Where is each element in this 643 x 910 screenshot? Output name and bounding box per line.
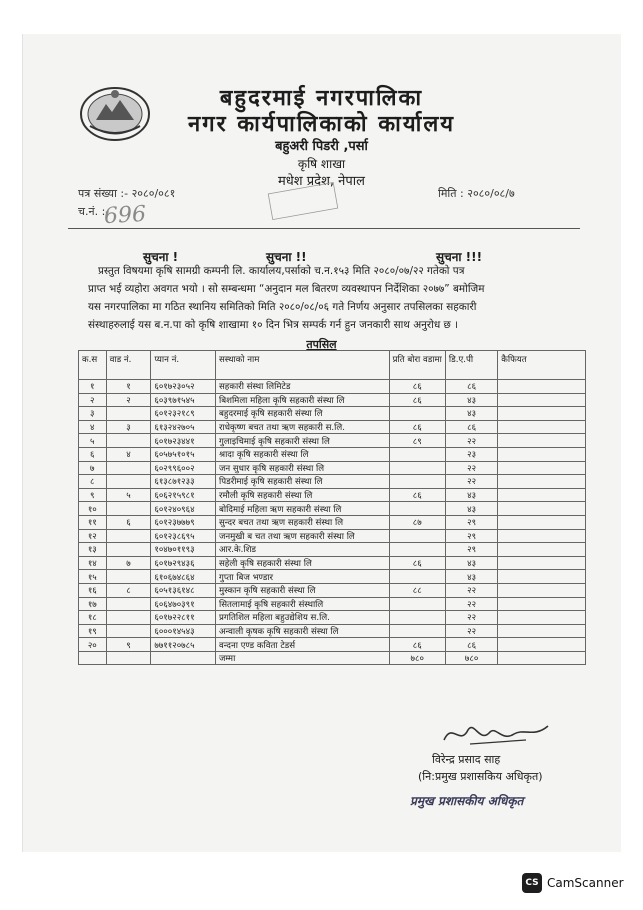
table-cell: प्रगतिशिल महिला बहुउद्येशिय स.लि. [215, 611, 389, 625]
table-cell [498, 434, 586, 448]
table-cell [106, 434, 151, 448]
camscanner-watermark: CamScanner [547, 876, 624, 890]
table-cell [389, 624, 445, 638]
table-cell: १६ [79, 583, 107, 597]
table-cell: ७ [106, 556, 151, 570]
notice-heading-1: सुचना ! [143, 250, 179, 264]
letter-number: पत्र संख्या :- २०८०/०८१ [78, 187, 176, 200]
notice-line-1: प्रस्तुत विषयमा कृषि सामग्री कम्पनी लि. कार्यालय,पर्साको च.न.१५३ मिति २०८०/०७/२२ गतेको पत्र [98, 265, 465, 277]
table-cell: ९ [106, 638, 151, 652]
table-cell: ८ [79, 475, 107, 489]
table-cell [106, 475, 151, 489]
table-cell: राधेकृष्ण बचत तथा ऋण सहकारी स.लि. [215, 420, 389, 434]
column-header: प्यान नं. [151, 351, 216, 380]
table-cell: ८६ [445, 420, 497, 434]
table-cell: मुस्कान कृषि सहकारी संस्था लि [215, 583, 389, 597]
table-cell [498, 529, 586, 543]
table-cell: ४३ [445, 502, 497, 516]
table-cell [498, 624, 586, 638]
table-cell [106, 570, 151, 584]
table-row [79, 407, 586, 421]
table-cell: ११ [79, 515, 107, 529]
table-row [79, 434, 586, 448]
table-row [79, 393, 586, 407]
cooperative-table [78, 350, 586, 665]
notice-line-3: यस नगरपालिका मा गठित स्थानिय समितिको मिति २०८०/०८/०६ गते निर्णय अनुसार तपसिलका सहकारी [88, 301, 477, 313]
table-title: तपसिल [306, 338, 337, 351]
table-cell: ३ [79, 407, 107, 421]
table-cell: २२ [445, 624, 497, 638]
table-cell: ६१०६७४८६४ [151, 570, 216, 584]
table-cell [151, 651, 216, 665]
table-cell: १ [106, 380, 151, 394]
table-cell: २२ [445, 475, 497, 489]
table-cell [498, 583, 586, 597]
camscanner-logo: CS [522, 873, 542, 893]
signature-icon [430, 716, 560, 752]
table-cell: ६०१७२३०५२ [151, 380, 216, 394]
table-cell [498, 611, 586, 625]
table-cell [498, 475, 586, 489]
table-cell: ७७११२०७८५ [151, 638, 216, 652]
table-row [79, 515, 586, 529]
table-row [79, 380, 586, 394]
table-cell [106, 651, 151, 665]
municipality-name: बहुदरमाई नगरपालिका [219, 86, 424, 111]
table-cell: २३ [445, 447, 497, 461]
dispatch-number-handwritten: 696 [103, 201, 147, 230]
table-cell: ८८ [389, 583, 445, 597]
table-cell: ६०१७२२८११ [151, 611, 216, 625]
table-cell: ५ [79, 434, 107, 448]
table-cell: गुलाइचिमाई कृषि सहकारी संस्था लि [215, 434, 389, 448]
table-cell: ६०१७२९४३६ [151, 556, 216, 570]
table-cell: रमौली कृषि सहकारी संस्था लि [215, 488, 389, 502]
table-cell [498, 488, 586, 502]
table-row [79, 570, 586, 584]
table-cell: ४ [79, 420, 107, 434]
table-cell: ८६ [389, 380, 445, 394]
column-header: प्रति बोरा वडामा [389, 351, 445, 380]
table-cell: सहकारी संस्था लिमिटेड [215, 380, 389, 394]
table-cell: २२ [445, 461, 497, 475]
table-cell: ६०१७२३४४१ [151, 434, 216, 448]
table-row [79, 543, 586, 557]
notice-heading-2: सुचना !! [266, 250, 307, 264]
table-cell: ६०३९७१५४५ [151, 393, 216, 407]
table-cell: सहेली कृषि सहकारी संस्था लि [215, 556, 389, 570]
table-row [79, 420, 586, 434]
table-cell: ६०१२४०९६४ [151, 502, 216, 516]
table-cell [498, 543, 586, 557]
table-cell [498, 651, 586, 665]
table-row [79, 583, 586, 597]
table-cell: २० [79, 638, 107, 652]
table-row [79, 529, 586, 543]
table-cell: २२ [445, 434, 497, 448]
table-cell: ८६ [389, 488, 445, 502]
column-header: सस्थाको नाम [215, 351, 389, 380]
table-cell: ६१३२४२७०५ [151, 420, 216, 434]
table-cell: सुन्दर बचत तथा ऋण सहकारी संस्था लि [215, 515, 389, 529]
notice-line-2: प्राप्त भई व्यहोरा अवगत भयो । सो सम्बन्धमा “अनुदान मल बितरण व्यवस्थापन निर्देशिका २०७७” बमोजिम [88, 283, 485, 295]
table-cell [79, 651, 107, 665]
branch-name: कृषि शाखा [297, 157, 346, 171]
total-dap: ७८० [445, 651, 497, 665]
column-header: वाड नं. [106, 351, 151, 380]
table-cell: २९ [445, 543, 497, 557]
table-cell: ८६ [445, 638, 497, 652]
signatory-name: विरेन्द्र प्रसाद साह [432, 753, 501, 766]
column-header: डि.ए.पी [445, 351, 497, 380]
table-row [79, 447, 586, 461]
table-cell: ४३ [445, 570, 497, 584]
table-cell: ९ [79, 488, 107, 502]
table-cell: अन्वाली कृषक कृषि सहकारी संस्था लि [215, 624, 389, 638]
table-cell: बिशमिला महिला कृषि सहकारी संस्था लि [215, 393, 389, 407]
notice-heading-3: सुचना !!! [436, 250, 483, 264]
column-header: क.स [79, 351, 107, 380]
table-cell: ४३ [445, 556, 497, 570]
table-cell: १०४७०११९३ [151, 543, 216, 557]
table-total-row [79, 651, 586, 665]
table-cell [389, 447, 445, 461]
table-cell: बोदिमाई महिला ऋण सहकारी संस्था लि [215, 502, 389, 516]
table-cell: ४३ [445, 393, 497, 407]
signatory-stamp: प्रमुख प्रशासकीय अधिकृत [410, 794, 524, 808]
table-cell: २९ [445, 529, 497, 543]
table-cell [389, 502, 445, 516]
table-cell [498, 502, 586, 516]
table-header-row [79, 351, 586, 380]
table-cell: ८७ [389, 515, 445, 529]
table-cell [389, 529, 445, 543]
table-cell: जनमुखी ब चत तथा ऋण सहकारी संस्था लि [215, 529, 389, 543]
table-cell: ६०६४७०३९१ [151, 597, 216, 611]
table-cell: २२ [445, 597, 497, 611]
table-cell: ८६ [389, 393, 445, 407]
table-cell [389, 570, 445, 584]
table-row [79, 556, 586, 570]
table-row [79, 461, 586, 475]
table-cell [106, 502, 151, 516]
table-cell: श्रादा कृषि सहकारी संस्था लि [215, 447, 389, 461]
table-cell: ६०१२३८६९५ [151, 529, 216, 543]
table-cell: १ [79, 380, 107, 394]
table-cell: ८६ [445, 380, 497, 394]
table-cell: १८ [79, 611, 107, 625]
table-cell [498, 447, 586, 461]
table-cell: ६०२९९६००२ [151, 461, 216, 475]
table-cell [498, 597, 586, 611]
dispatch-number-label: च.नं. :- [78, 205, 110, 218]
table-cell: वन्दना एण्ड कविता टेडर्स [215, 638, 389, 652]
table-cell: ८६ [389, 420, 445, 434]
table-cell: १५ [79, 570, 107, 584]
table-cell: २२ [445, 583, 497, 597]
table-cell [389, 543, 445, 557]
table-cell: ४३ [445, 488, 497, 502]
table-row [79, 502, 586, 516]
table-cell: ८६ [389, 638, 445, 652]
table-cell [106, 529, 151, 543]
table-cell [106, 407, 151, 421]
column-header: कैफियत [498, 351, 586, 380]
table-cell [106, 597, 151, 611]
office-name: नगर कार्यपालिकाको कार्यालय [188, 112, 455, 137]
table-cell [106, 624, 151, 638]
table-cell [498, 515, 586, 529]
table-row [79, 611, 586, 625]
table-cell: पिडरीमाई कृषि सहकारी संस्था लि [215, 475, 389, 489]
letter-date: मिति : २०८०/०८/७ [438, 187, 515, 200]
table-cell: ८६ [389, 556, 445, 570]
table-cell: ६०००१४५४३ [151, 624, 216, 638]
table-cell [389, 461, 445, 475]
table-row [79, 488, 586, 502]
table-row [79, 475, 586, 489]
table-cell [498, 407, 586, 421]
table-cell [498, 420, 586, 434]
table-cell: ८ [106, 583, 151, 597]
table-cell [106, 543, 151, 557]
table-cell: ६०५७५१०१५ [151, 447, 216, 461]
office-address: बहुअरी पिडरी ,पर्सा [275, 139, 368, 154]
table-cell: बहुदरमाई कृषि सहकारी संस्था लि [215, 407, 389, 421]
table-cell: १२ [79, 529, 107, 543]
table-cell: जन सुधार कृषि सहकारी संस्था लि [215, 461, 389, 475]
table-cell: गुप्ता बिज भण्डार [215, 570, 389, 584]
table-cell: १७ [79, 597, 107, 611]
table-cell [106, 611, 151, 625]
table-cell: १३ [79, 543, 107, 557]
table-cell [498, 393, 586, 407]
table-cell: ६०५१३६१४८ [151, 583, 216, 597]
table-cell: ६०६२१५९८१ [151, 488, 216, 502]
table-cell: ७ [79, 461, 107, 475]
table-cell [498, 570, 586, 584]
table-cell: आर.के.शिड [215, 543, 389, 557]
table-cell [106, 461, 151, 475]
table-cell: ६१३८७१२३३ [151, 475, 216, 489]
total-label: जम्मा [215, 651, 389, 665]
header-divider [68, 228, 580, 229]
table-cell [498, 461, 586, 475]
table-cell: सितलामाई कृषि सहकारी संस्थालि [215, 597, 389, 611]
total-bora: ७८० [389, 651, 445, 665]
table-cell [498, 638, 586, 652]
table-cell: ८९ [389, 434, 445, 448]
table-row [79, 624, 586, 638]
table-cell: ५ [106, 488, 151, 502]
table-cell: १० [79, 502, 107, 516]
table-cell: २२ [445, 611, 497, 625]
table-cell [498, 380, 586, 394]
table-cell: ६ [106, 515, 151, 529]
notice-line-4: संस्थाहरुलाई यस ब.न.पा को कृषि शाखामा १० दिन भित्र सम्पर्क गर्न हुन जनकारी साथ अनुरोध छ । [88, 319, 459, 331]
table-cell: १९ [79, 624, 107, 638]
table-cell: ६०१२३७७७९ [151, 515, 216, 529]
table-cell: ६०१२३२१८९ [151, 407, 216, 421]
table-cell: २९ [445, 515, 497, 529]
signatory-title: (नि:प्रमुख प्रशासकिय अधिकृत) [418, 770, 543, 783]
table-cell [389, 597, 445, 611]
table-cell: २ [79, 393, 107, 407]
province-name: मधेश प्रदेश, नेपाल [278, 174, 365, 189]
table-cell: ६ [79, 447, 107, 461]
table-cell: २ [106, 393, 151, 407]
table-cell: ४३ [445, 407, 497, 421]
table-cell [389, 475, 445, 489]
table-cell [389, 407, 445, 421]
table-cell: ३ [106, 420, 151, 434]
table-cell [498, 556, 586, 570]
table-cell: ४ [106, 447, 151, 461]
table-row [79, 597, 586, 611]
table-cell [389, 611, 445, 625]
table-cell: १४ [79, 556, 107, 570]
notice-body [88, 262, 584, 334]
table-row [79, 638, 586, 652]
